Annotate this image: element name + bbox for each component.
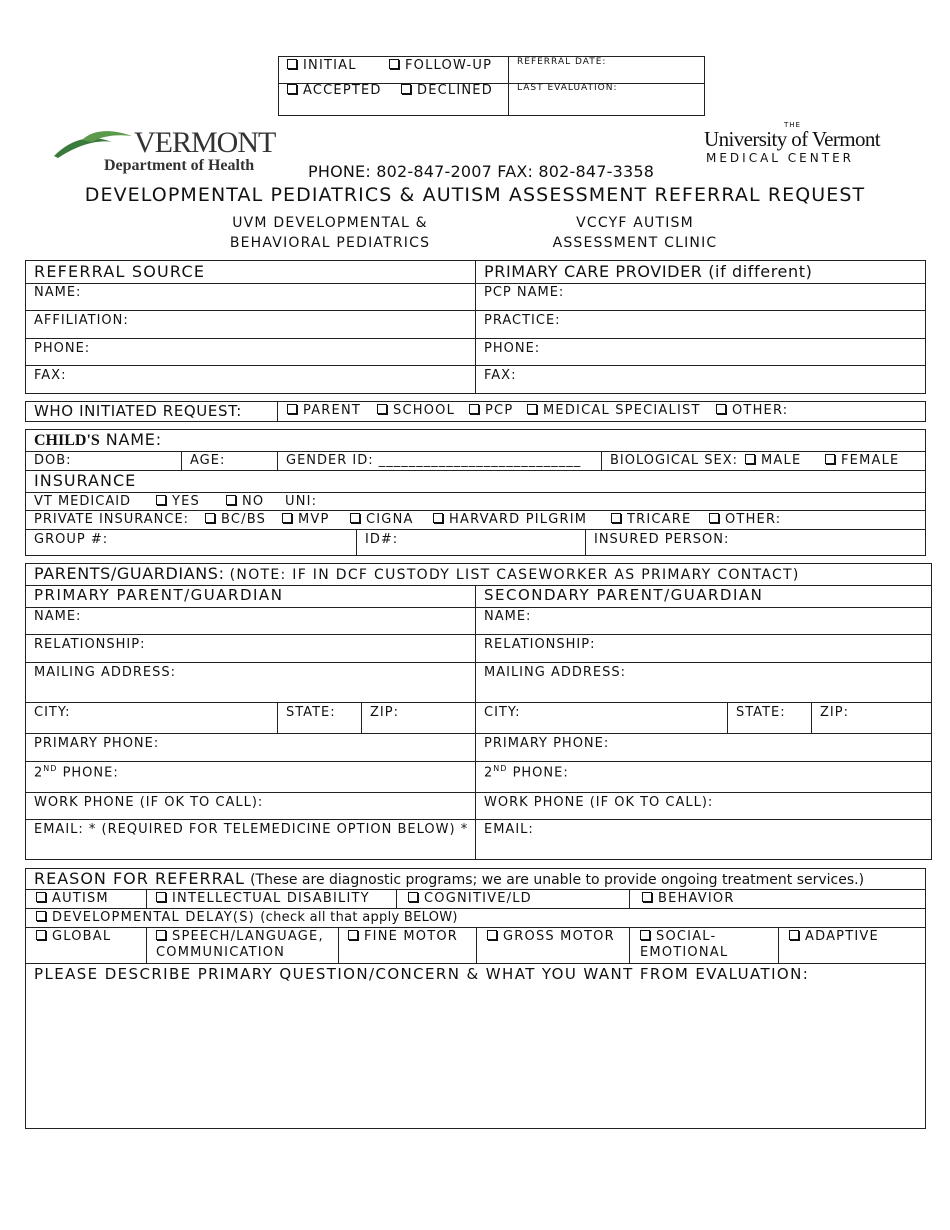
follow-up-checkbox[interactable]: FOLLOW-UP	[389, 58, 492, 73]
sex-female-checkbox[interactable]: FEMALE	[825, 453, 899, 468]
reason-behavior-checkbox[interactable]: BEHAVIOR	[642, 891, 735, 906]
referral-affiliation-field[interactable]: AFFILIATION:	[34, 313, 129, 328]
pcp-practice-field[interactable]: PRACTICE:	[484, 313, 561, 328]
primary-email-field[interactable]: EMAIL: * (REQUIRED FOR TELEMEDICINE OPTION BELOW) *	[34, 822, 469, 837]
checkbox-icon	[642, 892, 652, 902]
reason-intellectual-disability-checkbox[interactable]: INTELLECTUAL DISABILITY	[156, 891, 370, 906]
reason-cognitive-checkbox[interactable]: COGNITIVE/LD	[408, 891, 532, 906]
delay-fine-motor-checkbox[interactable]: FINE MOTOR	[348, 929, 458, 944]
reason-header: REASON FOR REFERRAL (These are diagnostic programs; we are unable to provide ongoing treatment services.)	[34, 869, 865, 888]
checkbox-icon	[287, 59, 297, 69]
uvm-medical-center-logo: THE University of Vermont MEDICAL CENTER	[704, 121, 880, 165]
primary-relationship-field[interactable]: RELATIONSHIP:	[34, 637, 146, 652]
checkbox-icon	[433, 513, 443, 523]
checkbox-icon	[348, 930, 358, 940]
checkbox-icon	[377, 404, 387, 414]
primary-phone-field[interactable]: PRIMARY PHONE:	[34, 736, 160, 751]
checkbox-icon	[156, 892, 166, 902]
secondary-work-phone-field[interactable]: WORK PHONE (IF OK TO CALL):	[484, 795, 714, 810]
age-field[interactable]: AGE:	[190, 453, 226, 468]
insurance-other-checkbox[interactable]: OTHER:	[709, 512, 781, 527]
checkbox-icon	[716, 404, 726, 414]
secondary-relationship-field[interactable]: RELATIONSHIP:	[484, 637, 596, 652]
member-id-field[interactable]: ID#:	[365, 532, 399, 547]
checkbox-icon	[287, 404, 297, 414]
checkbox-icon	[401, 84, 411, 94]
reason-autism-checkbox[interactable]: AUTISM	[36, 891, 109, 906]
checkbox-icon	[709, 513, 719, 523]
initiated-school-checkbox[interactable]: SCHOOL	[377, 403, 455, 418]
page-title: DEVELOPMENTAL PEDIATRICS & AUTISM ASSESSMENT REFERRAL REQUEST	[84, 184, 866, 206]
private-insurance-label: PRIVATE INSURANCE:	[34, 512, 190, 527]
insurance-tricare-checkbox[interactable]: TRICARE	[611, 512, 691, 527]
initiated-parent-checkbox[interactable]: PARENT	[287, 403, 361, 418]
checkbox-icon	[389, 59, 399, 69]
vt-medicaid-label: VT MEDICAID	[34, 494, 132, 509]
checkbox-icon	[226, 495, 236, 505]
checkbox-icon	[469, 404, 479, 414]
pcp-phone-field[interactable]: PHONE:	[484, 341, 541, 356]
secondary-email-field[interactable]: EMAIL:	[484, 822, 534, 837]
checkbox-icon	[789, 930, 799, 940]
initiated-other-checkbox[interactable]: OTHER:	[716, 403, 788, 418]
biological-sex-label: BIOLOGICAL SEX:	[610, 453, 739, 468]
secondary-second-phone-field[interactable]: 2ND PHONE:	[484, 764, 569, 781]
delay-social-emotional-checkbox[interactable]: SOCIAL- EMOTIONAL	[640, 929, 729, 960]
checkbox-icon	[205, 513, 215, 523]
who-initiated-label: WHO INITIATED REQUEST:	[34, 402, 242, 420]
checkbox-icon	[825, 454, 835, 464]
insurance-cigna-checkbox[interactable]: CIGNA	[350, 512, 414, 527]
checkbox-icon	[156, 495, 166, 505]
secondary-zip-field[interactable]: ZIP:	[820, 705, 849, 720]
checkbox-icon	[487, 930, 497, 940]
dob-field[interactable]: DOB:	[34, 453, 72, 468]
initial-checkbox[interactable]: INITIAL	[287, 58, 357, 73]
declined-checkbox[interactable]: DECLINED	[401, 83, 493, 98]
secondary-mailing-address-field[interactable]: MAILING ADDRESS:	[484, 665, 626, 680]
checkbox-icon	[408, 892, 418, 902]
checkbox-icon	[36, 930, 46, 940]
medicaid-no-checkbox[interactable]: NO	[226, 494, 264, 509]
insurance-header: INSURANCE	[34, 471, 137, 490]
medicaid-uni-field[interactable]: UNI:	[285, 494, 318, 509]
checkbox-icon	[611, 513, 621, 523]
delay-adaptive-checkbox[interactable]: ADAPTIVE	[789, 929, 879, 944]
delay-global-checkbox[interactable]: GLOBAL	[36, 929, 111, 944]
secondary-primary-phone-field[interactable]: PRIMARY PHONE:	[484, 736, 610, 751]
primary-state-field[interactable]: STATE:	[286, 705, 336, 720]
checkbox-icon	[282, 513, 292, 523]
gender-id-field[interactable]: GENDER ID: ___________________________	[286, 453, 582, 468]
secondary-state-field[interactable]: STATE:	[736, 705, 786, 720]
child-name-field[interactable]: CHILD'S NAME:	[34, 430, 162, 449]
contact-line: PHONE: 802-847-2007 FAX: 802-847-3358	[308, 162, 655, 181]
clinic-uvm: UVM DEVELOPMENTAL & BEHAVIORAL PEDIATRICS	[229, 215, 431, 251]
primary-guardian-name-field[interactable]: NAME:	[34, 609, 82, 624]
describe-concern-textarea[interactable]	[26, 988, 925, 1128]
primary-zip-field[interactable]: ZIP:	[370, 705, 399, 720]
referral-date-field[interactable]: REFERRAL DATE:	[517, 57, 607, 67]
pcp-fax-field[interactable]: FAX:	[484, 368, 517, 383]
group-number-field[interactable]: GROUP #:	[34, 532, 109, 547]
secondary-guardian-name-field[interactable]: NAME:	[484, 609, 532, 624]
primary-city-field[interactable]: CITY:	[34, 705, 71, 720]
insurance-harvard-pilgrim-checkbox[interactable]: HARVARD PILGRIM	[433, 512, 587, 527]
parents-header: PARENTS/GUARDIANS: (NOTE: IF IN DCF CUSTODY LIST CASEWORKER AS PRIMARY CONTACT)	[34, 564, 800, 583]
insurance-mvp-checkbox[interactable]: MVP	[282, 512, 330, 527]
checkbox-icon	[287, 84, 297, 94]
pcp-header: PRIMARY CARE PROVIDER (if different)	[484, 262, 813, 281]
delay-speech-checkbox[interactable]: SPEECH/LANGUAGE, COMMUNICATION	[156, 929, 324, 960]
insurance-bcbs-checkbox[interactable]: BC/BS	[205, 512, 266, 527]
referral-phone-field[interactable]: PHONE:	[34, 341, 91, 356]
describe-concern-label: PLEASE DESCRIBE PRIMARY QUESTION/CONCERN & WHAT YOU WANT FROM EVALUATION:	[34, 965, 810, 983]
primary-work-phone-field[interactable]: WORK PHONE (IF OK TO CALL):	[34, 795, 264, 810]
reason-developmental-delay-checkbox[interactable]: DEVELOPMENTAL DELAY(S) (check all that apply BELOW)	[36, 910, 458, 925]
primary-second-phone-field[interactable]: 2ND PHONE:	[34, 764, 119, 781]
referral-fax-field[interactable]: FAX:	[34, 368, 67, 383]
secondary-city-field[interactable]: CITY:	[484, 705, 521, 720]
checkbox-icon	[36, 911, 46, 921]
primary-guardian-header: PRIMARY PARENT/GUARDIAN	[34, 586, 284, 604]
checkbox-icon	[350, 513, 360, 523]
sex-male-checkbox[interactable]: MALE	[745, 453, 801, 468]
initiated-pcp-checkbox[interactable]: PCP	[469, 403, 513, 418]
last-evaluation-field[interactable]: LAST EVALUATION:	[517, 83, 618, 93]
insured-person-field[interactable]: INSURED PERSON:	[594, 532, 730, 547]
checkbox-icon	[36, 892, 46, 902]
accepted-checkbox[interactable]: ACCEPTED	[287, 83, 382, 98]
referral-name-field[interactable]: NAME:	[34, 285, 82, 300]
checkbox-icon	[745, 454, 755, 464]
pcp-name-field[interactable]: PCP NAME:	[484, 285, 565, 300]
checkbox-icon	[527, 404, 537, 414]
checkbox-icon	[640, 930, 650, 940]
clinic-vccyf: VCCYF AUTISM ASSESSMENT CLINIC	[552, 215, 718, 251]
delay-gross-motor-checkbox[interactable]: GROSS MOTOR	[487, 929, 615, 944]
primary-mailing-address-field[interactable]: MAILING ADDRESS:	[34, 665, 176, 680]
referral-source-header: REFERRAL SOURCE	[34, 262, 206, 281]
medicaid-yes-checkbox[interactable]: YES	[156, 494, 200, 509]
checkbox-icon	[156, 930, 166, 940]
vermont-health-logo: VERMONT Department of Health	[52, 126, 284, 178]
secondary-guardian-header: SECONDARY PARENT/GUARDIAN	[484, 586, 764, 604]
initiated-medical-specialist-checkbox[interactable]: MEDICAL SPECIALIST	[527, 403, 701, 418]
